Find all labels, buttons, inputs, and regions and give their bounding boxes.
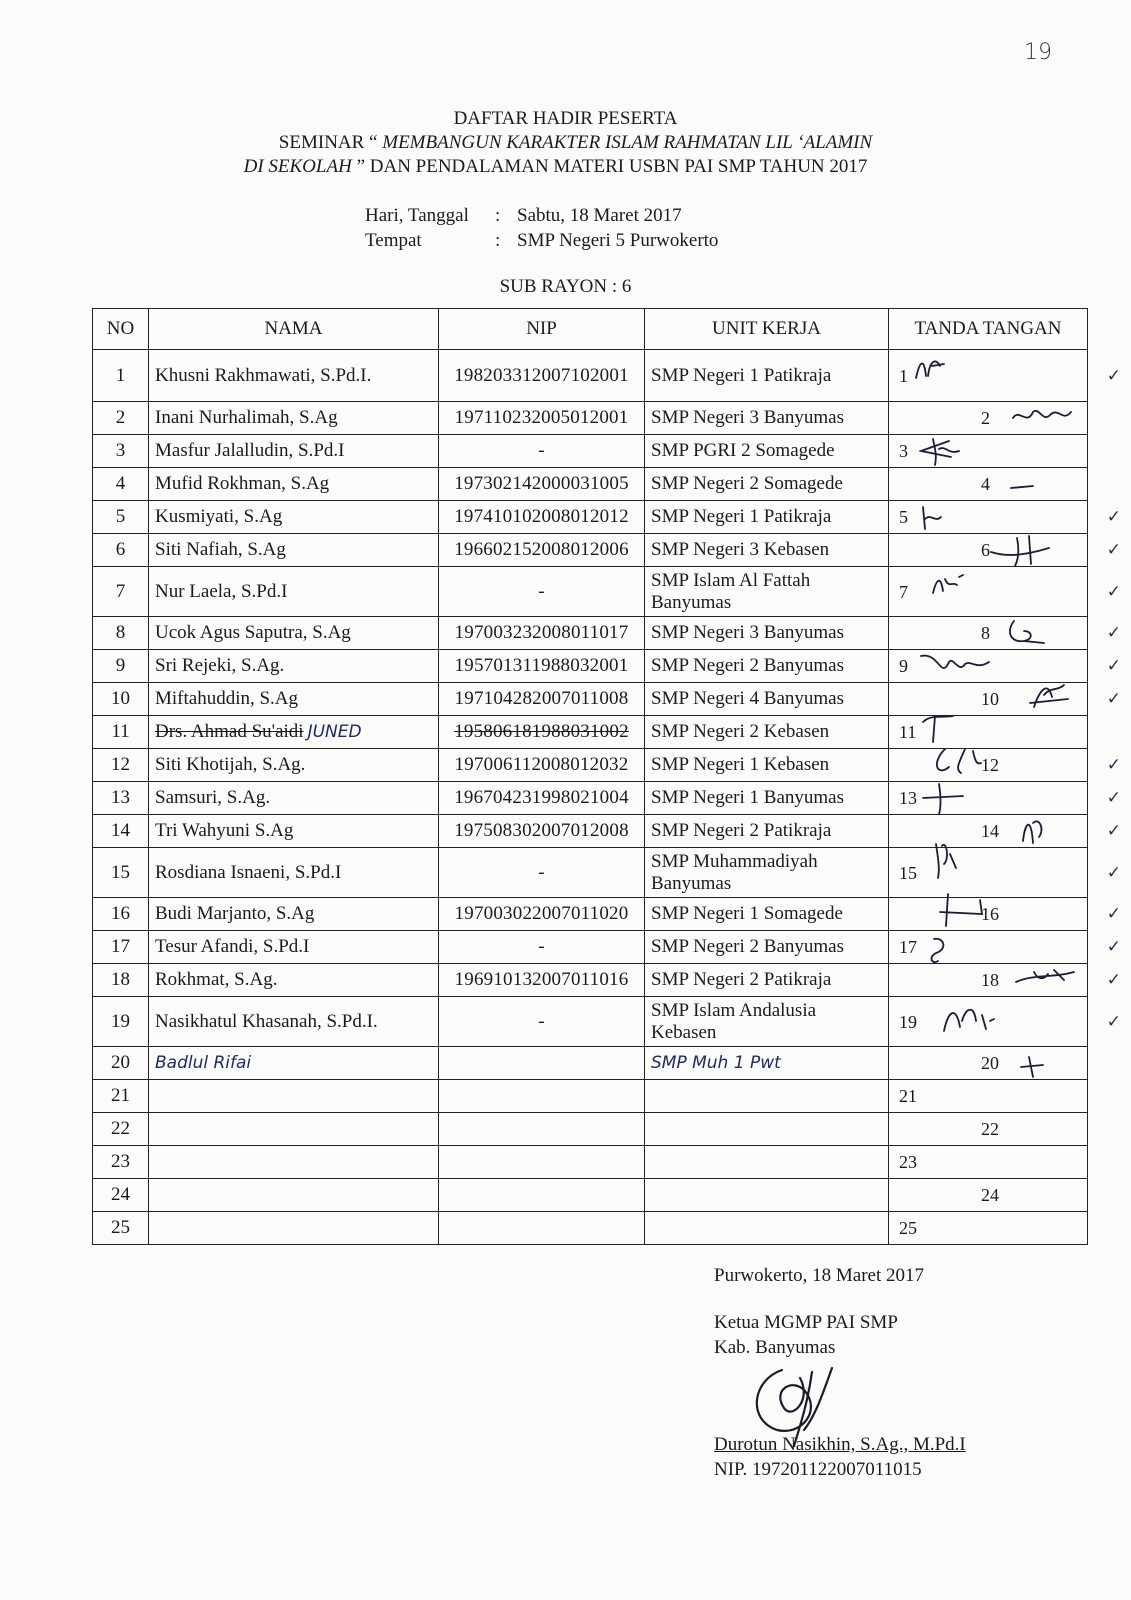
place-colon: : — [495, 230, 501, 251]
table-row — [93, 435, 1088, 468]
signature-number: 5 — [899, 507, 908, 527]
place-value: SMP Negeri 5 Purwokerto — [517, 230, 719, 251]
cell-no: 21 — [93, 1080, 149, 1113]
signer-nip: NIP. 197201122007011015 — [714, 1459, 922, 1480]
participant-signature — [1009, 404, 1089, 434]
cell-nip — [439, 1212, 645, 1245]
table-row — [93, 1146, 1088, 1179]
checkmark-icon: ✓ — [1106, 862, 1121, 883]
cell-nama: Kusmiyati, S.Ag — [149, 501, 439, 534]
page-number: 19 — [1024, 40, 1052, 65]
cell-signature — [889, 997, 1121, 1047]
signature-number: 12 — [981, 755, 999, 775]
signature-number: 10 — [981, 689, 999, 709]
signer-block — [714, 1432, 966, 1482]
checkmark-icon: ✓ — [1106, 540, 1121, 560]
cell-nip: 196704231998021004 — [439, 782, 645, 815]
signature-number: 18 — [981, 970, 999, 990]
cell-nip: 197508302007012008 — [439, 815, 645, 848]
cell-nama: Tri Wahyuni S.Ag — [149, 815, 439, 848]
sign-place-date: Purwokerto, 18 Maret 2017 — [714, 1265, 925, 1286]
cell-unit — [645, 1179, 889, 1212]
cell-signature — [889, 402, 1088, 435]
participant-signature — [1009, 474, 1039, 494]
place-label: Tempat — [365, 230, 422, 251]
cell-no: 10 — [93, 683, 149, 716]
cell-no: 13 — [93, 782, 149, 815]
seminar-title-line2 — [0, 155, 1121, 179]
cell-nip: 197003022007011020 — [439, 898, 645, 931]
date-value: Sabtu, 18 Maret 2017 — [517, 205, 682, 226]
cell-no: 7 — [93, 567, 149, 617]
cell-nip — [439, 1179, 645, 1212]
cell-unit: SMP Negeri 2 Kebasen — [645, 716, 889, 749]
cell-no: 14 — [93, 815, 149, 848]
checkmark-icon: ✓ — [1106, 937, 1121, 957]
participant-signature — [924, 935, 964, 965]
cell-nama: Rokhmat, S.Ag. — [149, 964, 439, 997]
signature-number: 24 — [981, 1185, 999, 1205]
participant-signature — [914, 354, 964, 390]
table-row — [93, 716, 1088, 749]
cell-nip: 197104282007011008 — [439, 683, 645, 716]
cell-signature — [889, 815, 1121, 848]
signature-number: 11 — [899, 722, 917, 742]
cell-unit: SMP Islam Andalusia Kebasen — [645, 997, 889, 1047]
cell-nip: 196910132007011016 — [439, 964, 645, 997]
cell-signature — [889, 650, 1121, 683]
cell-nama: Rosdiana Isnaeni, S.Pd.I — [149, 848, 439, 898]
date-colon: : — [495, 205, 501, 226]
signature-number: 14 — [981, 821, 999, 841]
cell-nip: 197410102008012012 — [439, 501, 645, 534]
cell-unit: SMP Negeri 1 Somagede — [645, 898, 889, 931]
cell-unit: SMP Negeri 4 Banyumas — [645, 683, 889, 716]
participant-signature — [919, 712, 969, 746]
cell-nama: Nur Laela, S.Pd.I — [149, 567, 439, 617]
participant-signature — [1019, 813, 1059, 847]
cell-nama: Siti Khotijah, S.Ag. — [149, 749, 439, 782]
checkmark-icon: ✓ — [1106, 365, 1121, 386]
cell-signature — [889, 898, 1121, 931]
seminar-title-line1 — [10, 131, 1131, 155]
signature-number: 21 — [899, 1086, 917, 1106]
signature-number: 7 — [899, 581, 908, 602]
cell-no: 15 — [93, 848, 149, 898]
cell-no: 18 — [93, 964, 149, 997]
signature-number: 19 — [899, 1011, 917, 1032]
col-header-nama: NAMA — [149, 309, 439, 350]
cell-nip — [439, 1047, 645, 1080]
col-header-unit: UNIT KERJA — [645, 309, 889, 350]
participant-signature — [1019, 1053, 1059, 1079]
table-row — [93, 815, 1088, 848]
place-row — [365, 228, 718, 253]
cell-unit — [645, 1113, 889, 1146]
cell-unit: SMP Negeri 1 Kebasen — [645, 749, 889, 782]
signer-role — [714, 1310, 898, 1360]
table-row — [93, 1212, 1088, 1245]
table-row — [93, 402, 1088, 435]
participant-signature — [919, 650, 999, 680]
cell-unit: SMP Negeri 2 Patikraja — [645, 964, 889, 997]
document-title: DAFTAR HADIR PESERTA — [453, 108, 678, 129]
cell-nama — [149, 1146, 439, 1179]
cell-no: 4 — [93, 468, 149, 501]
cell-nama — [149, 716, 439, 749]
cell-unit — [645, 1146, 889, 1179]
table-row — [93, 964, 1088, 997]
cell-signature — [889, 468, 1088, 501]
handwritten-replacement-name: JUNED — [307, 722, 362, 742]
cell-nip: 197110232005012001 — [439, 402, 645, 435]
checkmark-icon: ✓ — [1106, 1011, 1121, 1032]
table-row — [93, 534, 1088, 567]
signature-number: 23 — [899, 1152, 917, 1172]
cell-nip: 197302142000031005 — [439, 468, 645, 501]
participant-signature — [1004, 617, 1054, 647]
checkmark-icon: ✓ — [1106, 507, 1121, 527]
signature-number: 8 — [981, 623, 990, 643]
cell-nip: 196602152008012006 — [439, 534, 645, 567]
cell-unit: SMP Muh 1 Pwt — [645, 1047, 889, 1080]
seminar-theme-part1: MEMBANGUN KARAKTER ISLAM RAHMATAN LIL ‘ALAMIN — [382, 132, 873, 153]
cell-nip — [439, 1113, 645, 1146]
date-row — [365, 203, 718, 228]
cell-nama: Inani Nurhalimah, S.Ag — [149, 402, 439, 435]
signer-role-line2: Kab. Banyumas — [714, 1337, 836, 1358]
cell-signature — [889, 534, 1121, 567]
participant-signature — [919, 435, 979, 469]
cell-signature — [889, 1080, 1088, 1113]
cell-no: 22 — [93, 1113, 149, 1146]
table-row — [93, 1047, 1088, 1080]
cell-nip: - — [439, 997, 645, 1047]
cell-nama: Siti Nafiah, S.Ag — [149, 534, 439, 567]
cell-nama: Ucok Agus Saputra, S.Ag — [149, 617, 439, 650]
cell-signature — [889, 617, 1121, 650]
table-row — [93, 650, 1088, 683]
cell-signature — [889, 350, 1121, 402]
cell-unit: SMP Negeri 1 Banyumas — [645, 782, 889, 815]
cell-no: 5 — [93, 501, 149, 534]
table-row — [93, 898, 1088, 931]
cell-nama: Tesur Afandi, S.Pd.I — [149, 931, 439, 964]
cell-nip: 197003232008011017 — [439, 617, 645, 650]
cell-unit: SMP Negeri 3 Kebasen — [645, 534, 889, 567]
cell-no: 8 — [93, 617, 149, 650]
cell-signature — [889, 848, 1121, 898]
participant-signature — [1014, 966, 1084, 990]
cell-unit: SMP Negeri 1 Patikraja — [645, 501, 889, 534]
cell-signature — [889, 435, 1088, 468]
cell-nama: Masfur Jalalludin, S.Pd.I — [149, 435, 439, 468]
struck-name: Drs. Ahmad Su'aidi — [155, 721, 304, 742]
cell-no: 20 — [93, 1047, 149, 1080]
cell-nama: Mufid Rokhman, S.Ag — [149, 468, 439, 501]
cell-signature — [889, 1212, 1088, 1245]
cell-nama: Khusni Rakhmawati, S.Pd.I. — [149, 350, 439, 402]
cell-unit: SMP PGRI 2 Somagede — [645, 435, 889, 468]
cell-no: 16 — [93, 898, 149, 931]
participant-signature — [929, 571, 969, 607]
cell-nip: 197006112008012032 — [439, 749, 645, 782]
cell-signature — [889, 501, 1121, 534]
table-row — [93, 997, 1088, 1047]
table-row — [93, 782, 1088, 815]
cell-signature — [889, 782, 1121, 815]
participant-signature — [919, 503, 959, 533]
cell-nama — [149, 1179, 439, 1212]
checkmark-icon: ✓ — [1106, 788, 1121, 808]
checkmark-icon: ✓ — [1106, 581, 1121, 602]
cell-nama: Samsuri, S.Ag. — [149, 782, 439, 815]
cell-no: 12 — [93, 749, 149, 782]
cell-no: 2 — [93, 402, 149, 435]
table-row — [93, 567, 1088, 617]
cell-signature — [889, 1113, 1088, 1146]
cell-nip: 198203312007102001 — [439, 350, 645, 402]
cell-signature — [889, 749, 1121, 782]
table-row — [93, 931, 1088, 964]
signature-number: 15 — [899, 862, 917, 883]
table-row — [93, 1113, 1088, 1146]
table-row — [93, 501, 1088, 534]
cell-unit: SMP Negeri 3 Banyumas — [645, 617, 889, 650]
cell-unit: SMP Negeri 1 Patikraja — [645, 350, 889, 402]
cell-no: 19 — [93, 997, 149, 1047]
signature-number: 9 — [899, 656, 908, 676]
cell-unit — [645, 1212, 889, 1245]
table-row — [93, 1080, 1088, 1113]
cell-signature — [889, 1146, 1088, 1179]
cell-no: 23 — [93, 1146, 149, 1179]
cell-signature — [889, 931, 1121, 964]
cell-signature — [889, 716, 1088, 749]
cell-signature — [889, 1179, 1088, 1212]
cell-nip: 195806181988031002 — [439, 716, 645, 749]
cell-unit: SMP Negeri 2 Somagede — [645, 468, 889, 501]
checkmark-icon: ✓ — [1106, 821, 1121, 841]
signer-name: Durotun Nasikhin, S.Ag., M.Pd.I — [714, 1434, 966, 1455]
cell-nama: Budi Marjanto, S.Ag — [149, 898, 439, 931]
cell-signature — [889, 567, 1121, 617]
cell-nama — [149, 1113, 439, 1146]
table-row — [93, 1179, 1088, 1212]
participant-signature — [989, 534, 1079, 568]
cell-no: 17 — [93, 931, 149, 964]
attendance-table — [92, 308, 1121, 1245]
signature-number: 20 — [981, 1053, 999, 1073]
col-header-signature: TANDA TANGAN — [889, 309, 1088, 350]
signature-number: 2 — [981, 408, 990, 428]
participant-signature — [919, 782, 979, 816]
cell-unit: SMP Negeri 2 Patikraja — [645, 815, 889, 848]
cell-nip: 195701311988032001 — [439, 650, 645, 683]
participant-signature — [1024, 677, 1084, 713]
cell-unit: SMP Islam Al Fattah Banyumas — [645, 567, 889, 617]
table-row — [93, 350, 1088, 402]
signature-number: 22 — [981, 1119, 999, 1139]
seminar-subtitle: ” DAN PENDALAMAN MATERI USBN PAI SMP TAHUN 2017 — [351, 156, 868, 177]
signature-number: 17 — [899, 937, 917, 957]
cell-nip: - — [439, 567, 645, 617]
cell-no: 25 — [93, 1212, 149, 1245]
signer-role-line1: Ketua MGMP PAI SMP — [714, 1312, 898, 1333]
cell-nip: - — [439, 931, 645, 964]
sub-rayon: SUB RAYON : 6 — [499, 276, 632, 297]
seminar-prefix: SEMINAR “ — [278, 132, 383, 153]
signature-number: 6 — [981, 540, 990, 560]
cell-nama: Badlul Rifai — [149, 1047, 439, 1080]
signature-number: 16 — [981, 904, 999, 924]
table-header-row — [93, 309, 1088, 350]
cell-nama — [149, 1212, 439, 1245]
signature-number: 25 — [899, 1218, 917, 1238]
signature-number: 3 — [899, 441, 908, 461]
cell-unit: SMP Negeri 2 Banyumas — [645, 650, 889, 683]
signature-number: 13 — [899, 788, 917, 808]
event-info — [365, 203, 718, 253]
table-row — [93, 617, 1088, 650]
col-header-no: NO — [93, 309, 149, 350]
seminar-theme-part2: DI SEKOLAH — [243, 156, 352, 177]
checkmark-icon: ✓ — [1106, 970, 1121, 990]
cell-unit — [645, 1080, 889, 1113]
cell-nip — [439, 1080, 645, 1113]
signature-number: 4 — [981, 474, 990, 494]
table-row — [93, 468, 1088, 501]
cell-no: 24 — [93, 1179, 149, 1212]
checkmark-icon: ✓ — [1106, 656, 1121, 676]
cell-nip — [439, 1146, 645, 1179]
cell-no: 1 — [93, 350, 149, 402]
cell-no: 3 — [93, 435, 149, 468]
date-label: Hari, Tanggal — [365, 205, 469, 226]
col-header-nip: NIP — [439, 309, 645, 350]
table-row — [93, 848, 1088, 898]
table-row — [93, 749, 1088, 782]
table-body — [93, 350, 1121, 1245]
cell-nip: - — [439, 435, 645, 468]
participant-signature — [934, 1001, 1004, 1041]
cell-signature — [889, 964, 1121, 997]
cell-nama: Sri Rejeki, S.Ag. — [149, 650, 439, 683]
cell-no: 6 — [93, 534, 149, 567]
signature-number: 1 — [899, 365, 908, 386]
cell-nama: Miftahuddin, S.Ag — [149, 683, 439, 716]
cell-no: 11 — [93, 716, 149, 749]
cell-signature — [889, 683, 1121, 716]
cell-nip: - — [439, 848, 645, 898]
cell-signature — [889, 1047, 1088, 1080]
cell-unit: SMP Negeri 2 Banyumas — [645, 931, 889, 964]
table-row — [93, 683, 1088, 716]
cell-nama — [149, 1080, 439, 1113]
checkmark-icon: ✓ — [1106, 623, 1121, 643]
cell-unit: SMP Negeri 3 Banyumas — [645, 402, 889, 435]
checkmark-icon: ✓ — [1106, 904, 1121, 924]
cell-nama: Nasikhatul Khasanah, S.Pd.I. — [149, 997, 439, 1047]
checkmark-icon: ✓ — [1106, 755, 1121, 775]
checkmark-icon: ✓ — [1106, 689, 1121, 709]
cell-unit: SMP Muhammadiyah Banyumas — [645, 848, 889, 898]
cell-no: 9 — [93, 650, 149, 683]
